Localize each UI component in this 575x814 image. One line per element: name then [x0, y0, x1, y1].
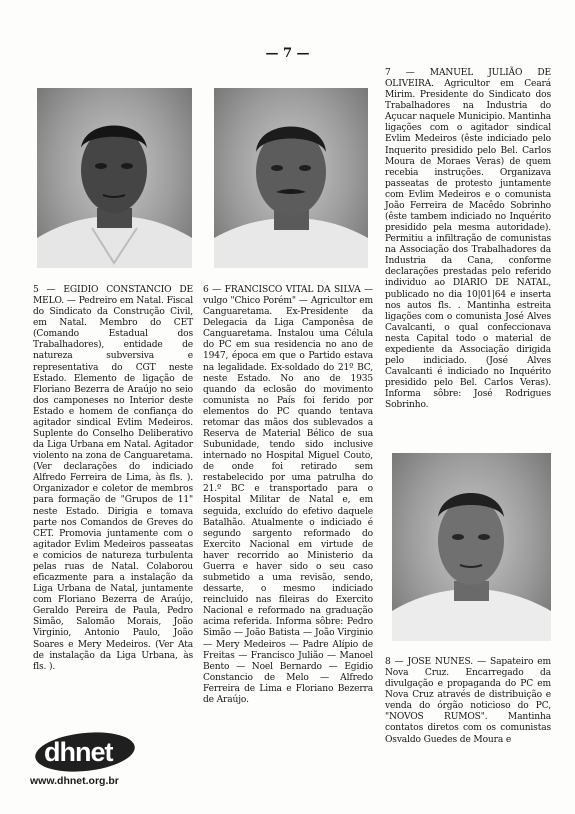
entry-jose-nunes: [385, 657, 551, 746]
entry-egidio-constancio: [33, 285, 193, 673]
entry-text: 6 — FRANCISCO VITAL DA SILVA — vulgo "Chico Porém" — Agricultor em Canguaretama. Ex-Presidente da Delegacia da Liga Camponêsa de Canguaretama. Instalou uma Célula do PC em sua residencia no ano de 1947, época em que o Partido estava na legalidade. Ex-soldado do 21º BC, neste Estado. No ano de 1935 quando da eclosão do movimento comunista no País foi ferido por elementos do PC quando tentava retomar das mãos dos sublevados a Reserva de Material Bélico de sua Subunidade, tendo sido inclusive internado no Hospital Miguel Couto, de onde foi retirado sem restabelecido por uma patrulha do 21.º BC e transportado para o Hospital Militar de Natal e, em seguida, excluído do efetivo daquele Batalhão. Atualmente o indiciado é segundo sargento reformado do Exercito Nacional em virtude de haver recorrido ao Ministerio da Guerra e haver sido o seu caso submetido a uma revisão, sendo, dessarte, o mesmo indiciado reincluido nas fileiras do Exercito Nacional e reformado na graduação acima referida. Informa sôbre: Pedro Simão — João Batista — João Virginio — Mery Medeiros — Padre Alípio de Freitas — Francisco Julião — Manoel Bento — Noel Bernardo — Egidio Constancio de Melo — Alfredo Ferreira de Lima e Floriano Bezerra de Araújo.: [203, 285, 373, 705]
entry-text: 5 — EGIDIO CONSTANCIO DE MELO. — Pedreiro em Natal. Fiscal do Sindicato da Construção Civil, em Natal. Membro do CET (Comando Estadual dos Trabalhadores), entidade de natureza subversiva e representativa do CGT neste Estado. Elemento de ligação de Floriano Bezerra de Araújo no seio dos camponeses no Interior deste Estado e homem de confiança do agitador sindical Evlim Medeiros. Suplente do Conselho Deliberativo da Liga Urbana em Natal. Agitador violento na zona de Canguaretama. (Ver declarações do indiciado Alfredo Ferreira de Lima, às fls. ). Organizador e coletor de membros para formação de "Grupos de 11" neste Estado. Dirigia e tomava parte nos Comandos de Greves do CET. Promovia juntamente com o agitador Evlim Medeiros passeatas e comicios de natureza turbulenta pelas ruas de Natal. Colaborou eficazmente para a instalação da Liga Urbana de Natal, juntamente com Floriano Bezerra de Araújo, Geraldo Pereira de Paula, Pedro Simão, Salomão Morais, João Virginio, Antonio Paulo, João Soares e Mery Medeiros. (Ver Ata de instalação da Liga Urbana, às fls. ).: [33, 285, 193, 672]
portrait-francisco: [214, 88, 368, 268]
page-number: — 7 —: [265, 46, 310, 61]
entry-francisco-vital: [203, 285, 373, 706]
logo-url[interactable]: www.dhnet.org.br: [30, 775, 119, 787]
dhnet-logo[interactable]: [30, 733, 165, 803]
logo-text: dhnet: [44, 737, 113, 767]
entry-text: 7 — MANUEL JULIÃO DE OLIVEIRA. Agricultor em Ceará Mirim. Presidente do Sindicato dos Trabalhadores na Industria do Açucar naquele Municipio. Mantinha ligações com o agitador sindical Evlim Medeiros (êste indiciado pelo Inquerito presidido pelo Bel. Carlos Moura de Moraes Veras) de quem recebia instruções. Organizava passeatas de protesto juntamente com Evlim Medeiros e o comunista João Ferreira de Macêdo Sobrinho (êste tambem indiciado no Inquérito presidido pela mesma autoridade). Permitiu a infiltração de comunistas na Associação dos Trabalhadores da Industria da Cana, conforme declarações prestadas pelo referido individuo ao DIARIO DE NATAL, publicado no dia 10|01|64 e inserta nos autos fls. . Mantinha estreita ligações com o comunista José Alves Cavalcanti, o qual confeccionava nesta Capital todo o material de expediente da Associação dirigida pelo indiciado. (José Alves Cavalcanti é indiciado no Inquérito presidido pelo Bel. Carlos Veras). Informa sôbre: José Rodrigues Sobrinho.: [385, 68, 551, 411]
portrait-jose: [392, 453, 551, 641]
entry-manuel-juliao: [385, 68, 551, 411]
portrait-egidio: [37, 88, 192, 268]
entry-text: 8 — JOSE NUNES. — Sapateiro em Nova Cruz. Encarregado da divulgação e propaganda do PC em Nova Cruz através de distribuição e venda do órgão noticioso do PC, "NOVOS RUMOS". Mantinha contatos diretos com os comunistas Osvaldo Guedes de Moura e: [385, 657, 551, 745]
